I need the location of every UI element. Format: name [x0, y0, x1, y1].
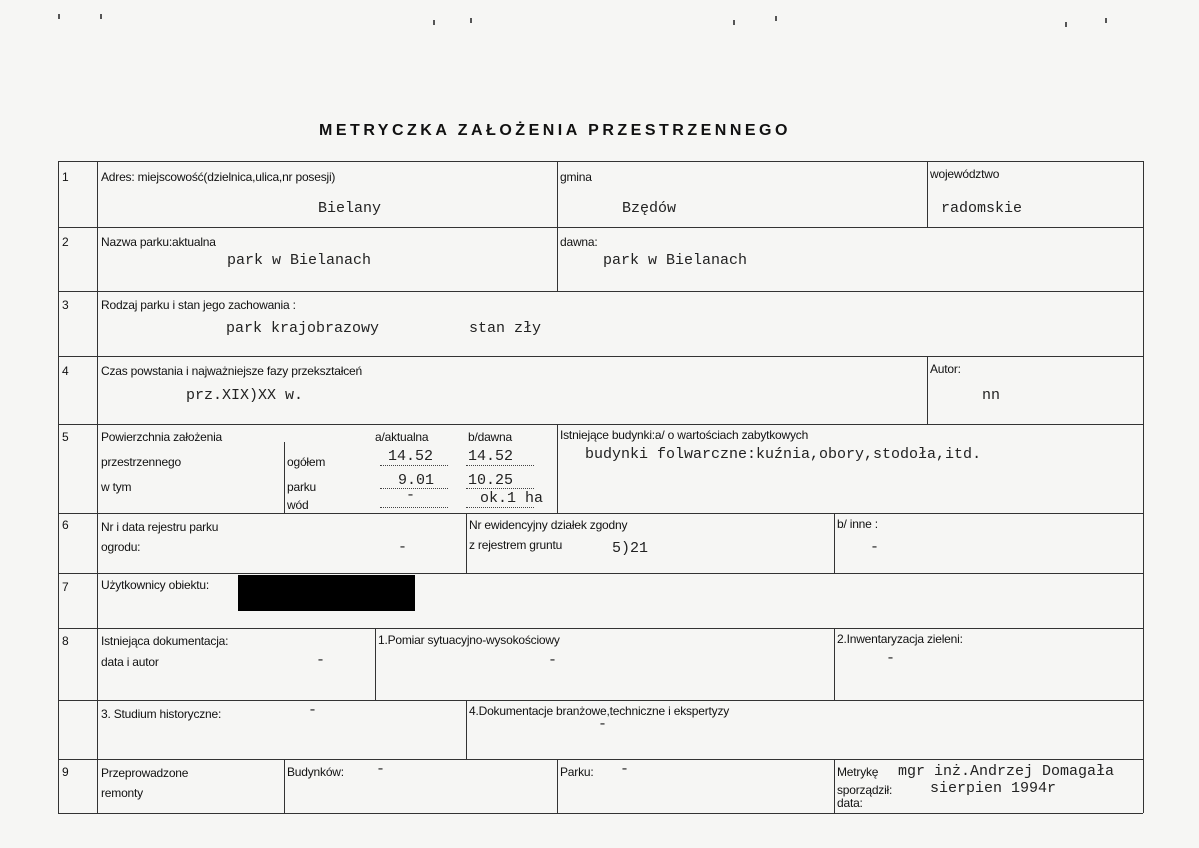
buildings-value: budynki folwarczne:kuźnia,obory,stodoła,itd.: [585, 446, 982, 463]
plots-value: 5)21: [612, 540, 649, 557]
registry-value: -: [398, 539, 408, 556]
prepared-by-label: Metrykę: [837, 765, 879, 779]
park-name-value: park w Bielanach: [227, 252, 372, 269]
date-value: sierpien 1994r: [930, 780, 1057, 797]
scan-speck: [775, 16, 777, 21]
author-value: nn: [982, 387, 1001, 404]
gmina-value: Bzędów: [622, 200, 677, 217]
former-column-header: b/dawna: [468, 430, 512, 444]
survey-label: 1.Pomiar sytuacyjno-wysokościowy: [378, 633, 560, 647]
greenery-inventory-label: 2.Inwentaryzacja zieleni:: [837, 632, 963, 646]
row-number: 8: [62, 634, 69, 648]
document-title: METRYCZKA ZAŁOŻENIA PRZESTRZENNEGO: [319, 122, 791, 139]
prepared-by-value: mgr inż.Andrzej Domagała: [898, 763, 1115, 780]
row-number: 5: [62, 430, 69, 444]
total-area-current: 14.52: [388, 448, 434, 465]
scan-speck: [733, 20, 735, 25]
registry-label-cont: ogrodu:: [101, 540, 141, 554]
row-number: 1: [62, 170, 69, 184]
park-state-value: stan zły: [469, 320, 542, 337]
other-value: -: [870, 539, 880, 556]
park-type-value: park krajobrazowy: [226, 320, 380, 337]
park-repairs-label: Parku:: [560, 765, 594, 779]
address-label: Adres: miejscowość(dzielnica,ulica,nr posesji): [101, 170, 336, 184]
repairs-label-cont: remonty: [101, 786, 143, 800]
park-type-label: Rodzaj parku i stan jego zachowania :: [101, 298, 296, 312]
area-in-which-label: w tym: [101, 480, 132, 494]
other-label: b/ inne :: [837, 517, 878, 531]
repairs-label: Przeprowadzone: [101, 766, 189, 780]
scan-speck: [470, 18, 472, 23]
row-number: 2: [62, 235, 69, 249]
creation-time-value: prz.XIX)XX w.: [186, 387, 304, 404]
creation-time-label: Czas powstania i najważniejsze fazy przekształceń: [101, 364, 362, 378]
park-area-current: 9.01: [398, 472, 435, 489]
water-area-former: ok.1 ha: [480, 490, 544, 507]
water-area-current: -: [406, 487, 416, 504]
voivodeship-value: radomskie: [941, 200, 1023, 217]
users-label: Użytkownicy obiektu:: [101, 578, 210, 592]
area-label: Powierzchnia założenia: [101, 430, 223, 444]
park-name-label: Nazwa parku:aktualna: [101, 235, 216, 249]
total-area-former: 14.52: [468, 448, 514, 465]
total-area-label: ogółem: [287, 455, 326, 469]
gmina-label: gmina: [560, 170, 592, 184]
scan-speck: [58, 14, 60, 19]
documentation-label: Istniejąca dokumentacja:: [101, 634, 229, 648]
buildings-repairs-label: Budynków:: [287, 765, 344, 779]
redaction-block: [238, 575, 415, 611]
row-number: 9: [62, 765, 69, 779]
prepared-by-label-cont: sporządził:: [837, 783, 893, 797]
voivodeship-label: województwo: [930, 167, 1000, 181]
date-label: data:: [837, 796, 863, 810]
registry-label: Nr i data rejestru parku: [101, 520, 219, 534]
park-repairs-value: -: [620, 761, 630, 778]
row-number: 6: [62, 518, 69, 532]
row-number: 7: [62, 580, 69, 594]
row-number: 3: [62, 298, 69, 312]
documentation-value: -: [316, 652, 326, 669]
author-label: Autor:: [930, 362, 961, 376]
water-area-label: wód: [287, 498, 309, 512]
industry-docs-value: -: [598, 716, 608, 733]
buildings-label: Istniejące budynki:a/ o wartościach zabytkowych: [560, 428, 809, 442]
former-name-label: dawna:: [560, 235, 598, 249]
row-number: 4: [62, 364, 69, 378]
former-name-value: park w Bielanach: [603, 252, 748, 269]
plots-label: Nr ewidencyjny działek zgodny: [469, 518, 628, 532]
historical-study-label: 3. Studium historyczne:: [101, 707, 222, 721]
documentation-label-cont: data i autor: [101, 655, 159, 669]
survey-value: -: [548, 652, 558, 669]
scan-speck: [1065, 22, 1067, 27]
scan-speck: [1105, 18, 1107, 23]
greenery-inventory-value: -: [886, 650, 896, 667]
industry-docs-label: 4.Dokumentacje branżowe,techniczne i ekspertyzy: [469, 704, 730, 718]
area-label-cont: przestrzennego: [101, 455, 181, 469]
current-column-header: a/aktualna: [375, 430, 429, 444]
address-value: Bielany: [318, 200, 382, 217]
plots-label-cont: z rejestrem gruntu: [469, 538, 563, 552]
buildings-repairs-value: -: [376, 761, 386, 778]
scan-speck: [433, 20, 435, 25]
scan-speck: [100, 14, 102, 19]
park-area-former: 10.25: [468, 472, 514, 489]
park-area-label: parku: [287, 480, 317, 494]
historical-study-value: -: [308, 702, 318, 719]
